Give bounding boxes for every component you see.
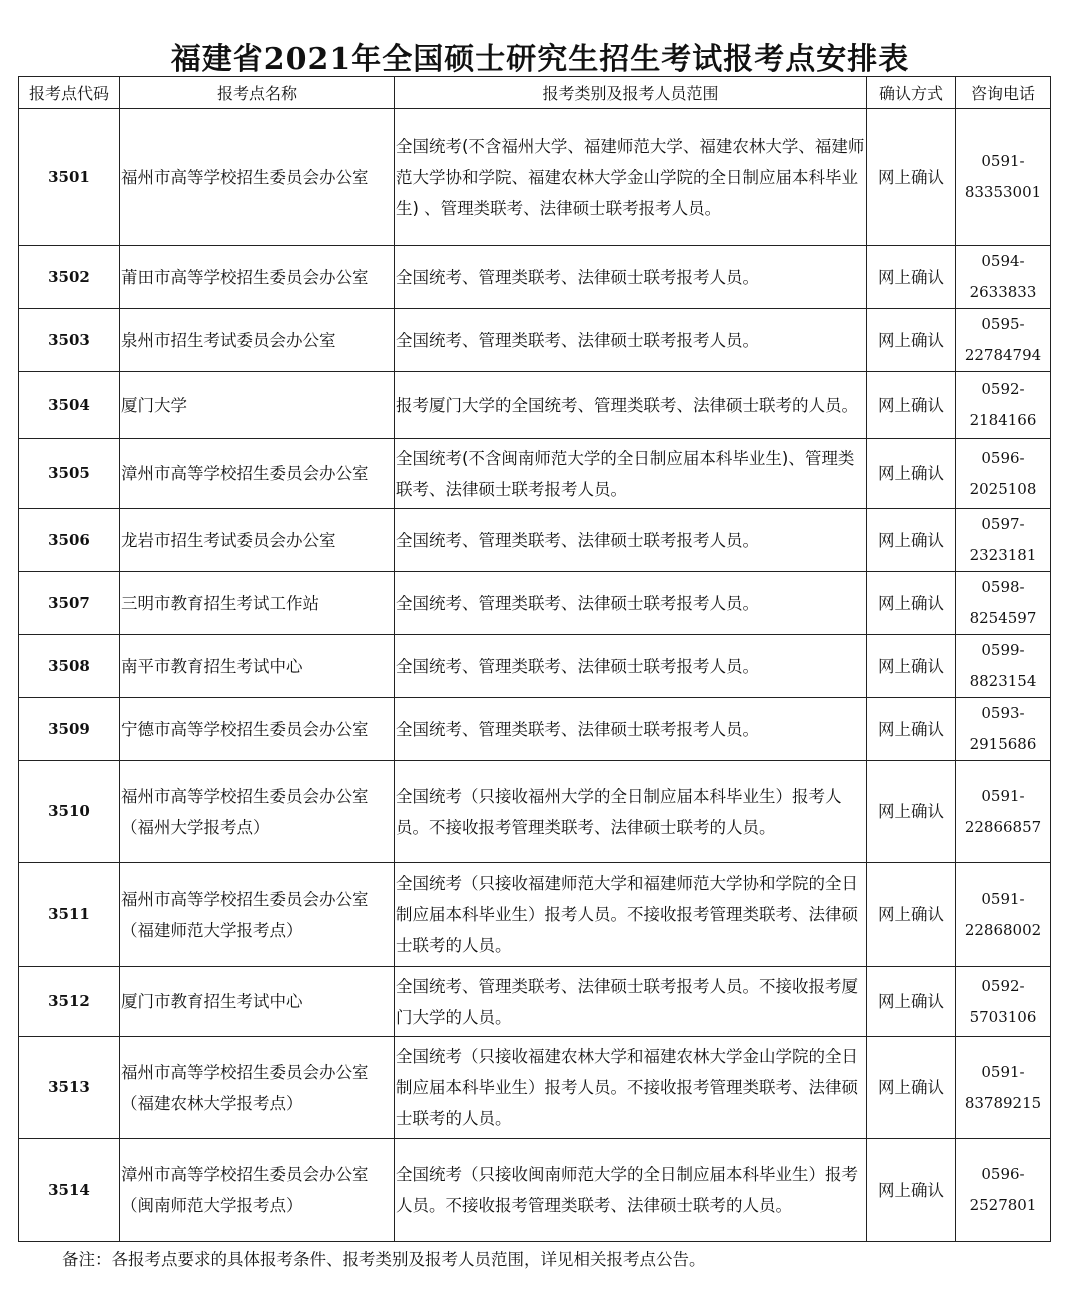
phone-area-code: 0591- (981, 1062, 1025, 1081)
confirm-method: 网上确认 (878, 656, 944, 676)
header-phone: 咨询电话 (956, 77, 1051, 109)
phone-number: 22784794 (964, 346, 1042, 364)
confirm-cell (867, 635, 956, 698)
table-row (19, 439, 1051, 509)
phone-cell (956, 509, 1051, 572)
scope-cell (395, 509, 867, 572)
site-name: 莆田市高等学校招生委员会办公室 (121, 267, 369, 287)
phone-number: 2184166 (969, 411, 1037, 429)
scope-text: 全国统考、管理类联考、法律硕士联考报考人员。 (396, 719, 759, 739)
confirm-method: 网上确认 (878, 330, 944, 350)
scope-text: 全国统考（只接收福建农林大学和福建农林大学金山学院的全日制应届本科毕业生）报考人员。不接收报考管理类联考、法律硕士联考的人员。 (396, 1047, 858, 1128)
confirm-method: 网上确认 (878, 167, 944, 187)
scope-text: 全国统考、管理类联考、法律硕士联考报考人员。 (396, 656, 759, 676)
confirm-cell (867, 863, 956, 967)
phone-number: 5703106 (969, 1007, 1037, 1026)
confirm-cell (867, 246, 956, 309)
phone-cell (956, 1037, 1051, 1139)
confirm-cell (867, 372, 956, 439)
site-name: 宁德市高等学校招生委员会办公室 (121, 719, 369, 739)
header-code: 报考点代码 (19, 77, 120, 109)
site-code: 3513 (48, 1078, 90, 1096)
site-code: 3510 (48, 802, 90, 820)
phone-area-code: 0598- (981, 578, 1025, 596)
scope-cell (395, 309, 867, 372)
phone-number: 22866857 (964, 817, 1042, 836)
phone-cell (956, 372, 1051, 439)
phone-area-code: 0591- (981, 889, 1025, 908)
scope-text: 全国统考(不含福州大学、福建师范大学、福建农林大学、福建师范大学协和学院、福建农林大学金山学院的全日制应届本科毕业生) 、管理类联考、法律硕士联考报考人员。 (396, 136, 865, 218)
confirm-cell (867, 572, 956, 635)
site-name: 泉州市招生考试委员会办公室 (121, 330, 336, 350)
page-title: 福建省2021年全国硕士研究生招生考试报考点安排表 (170, 42, 910, 77)
scope-text: 全国统考、管理类联考、法律硕士联考报考人员。 (396, 530, 759, 550)
scope-text: 全国统考（只接收闽南师范大学的全日制应届本科毕业生）报考人员。不接收报考管理类联考、法律硕士联考的人员。 (396, 1165, 858, 1215)
confirm-method: 网上确认 (878, 1180, 944, 1200)
site-code-cell (19, 863, 120, 967)
confirm-method: 网上确认 (878, 992, 944, 1011)
site-name-cell (120, 635, 395, 698)
scope-text: 报考厦门大学的全国统考、管理类联考、法律硕士联考的人员。 (396, 395, 858, 415)
phone-area-code: 0592- (981, 380, 1025, 398)
scope-cell (395, 109, 867, 246)
site-code: 3512 (48, 992, 90, 1010)
site-name: 厦门大学 (121, 395, 187, 415)
table-row (19, 1037, 1051, 1139)
table-row (19, 863, 1051, 967)
site-name-cell (120, 572, 395, 635)
table-row (19, 967, 1051, 1037)
site-name: 福州市高等学校招生委员会办公室 (121, 167, 369, 187)
site-code-cell (19, 246, 120, 309)
phone-number: 2025108 (969, 479, 1037, 498)
phone-area-code: 0597- (981, 515, 1025, 533)
site-code-cell (19, 572, 120, 635)
confirm-method: 网上确认 (878, 802, 944, 821)
table-row (19, 246, 1051, 309)
site-code: 3507 (48, 593, 90, 612)
confirm-method: 网上确认 (878, 719, 944, 739)
scope-cell (395, 572, 867, 635)
phone-number: 2323181 (969, 546, 1037, 564)
phone-cell (956, 309, 1051, 372)
scope-cell (395, 246, 867, 309)
phone-area-code: 0594- (981, 252, 1025, 270)
scope-cell (395, 635, 867, 698)
header-scope: 报考类别及报考人员范围 (395, 77, 867, 109)
confirm-method: 网上确认 (878, 267, 944, 287)
scope-cell (395, 1139, 867, 1242)
phone-cell (956, 635, 1051, 698)
site-name-cell (120, 109, 395, 246)
site-name-cell (120, 1037, 395, 1139)
confirm-cell (867, 761, 956, 863)
site-code-cell (19, 109, 120, 246)
header-confirm: 确认方式 (867, 77, 956, 109)
site-name-cell (120, 509, 395, 572)
site-name: 漳州市高等学校招生委员会办公室 (121, 1165, 369, 1184)
site-code: 3503 (48, 330, 90, 349)
site-code-cell (19, 698, 120, 761)
table-row (19, 572, 1051, 635)
site-code-cell (19, 439, 120, 509)
confirm-method: 网上确认 (878, 593, 944, 613)
site-name-sub: （闽南师范大学报考点） (121, 1196, 303, 1215)
phone-cell (956, 967, 1051, 1037)
confirm-cell (867, 439, 956, 509)
phone-cell (956, 863, 1051, 967)
phone-number: 8823154 (969, 672, 1037, 690)
confirm-method: 网上确认 (878, 464, 944, 483)
site-code: 3501 (48, 167, 90, 186)
site-code: 3514 (48, 1180, 90, 1199)
confirm-cell (867, 1139, 956, 1242)
exam-site-table (18, 76, 1051, 1242)
site-name: 厦门市教育招生考试中心 (121, 992, 303, 1011)
site-code: 3508 (48, 656, 90, 675)
scope-text: 全国统考（只接收福建师范大学和福建师范大学协和学院的全日制应届本科毕业生）报考人员。不接收报考管理类联考、法律硕士联考的人员。 (396, 874, 858, 955)
site-name: 福州市高等学校招生委员会办公室 (121, 889, 369, 909)
confirm-cell (867, 967, 956, 1037)
site-code-cell (19, 509, 120, 572)
phone-cell (956, 1139, 1051, 1242)
site-name: 福州市高等学校招生委员会办公室 (121, 786, 369, 806)
scope-text: 全国统考、管理类联考、法律硕士联考报考人员。 (396, 593, 759, 613)
phone-cell (956, 572, 1051, 635)
site-name: 龙岩市招生考试委员会办公室 (121, 530, 336, 550)
phone-number: 83789215 (964, 1093, 1042, 1112)
scope-cell (395, 761, 867, 863)
phone-number: 2527801 (969, 1196, 1037, 1214)
site-name-sub: （福建农林大学报考点） (121, 1093, 303, 1113)
phone-area-code: 0591- (981, 152, 1025, 170)
scope-text: 全国统考、管理类联考、法律硕士联考报考人员。 (396, 330, 759, 350)
site-name: 南平市教育招生考试中心 (121, 656, 303, 676)
site-code: 3502 (48, 267, 90, 286)
table-header-row (19, 77, 1051, 109)
scope-text: 全国统考(不含闽南师范大学的全日制应届本科毕业生)、管理类联考、法律硕士联考报考人员。 (396, 448, 855, 499)
site-name-cell (120, 309, 395, 372)
phone-area-code: 0596- (981, 1165, 1025, 1183)
table-row (19, 698, 1051, 761)
confirm-cell (867, 1037, 956, 1139)
site-name-sub: （福州大学报考点） (121, 817, 270, 837)
table-row (19, 635, 1051, 698)
site-code: 3506 (48, 530, 90, 549)
table-row (19, 309, 1051, 372)
site-name-cell (120, 761, 395, 863)
site-code-cell (19, 967, 120, 1037)
phone-cell (956, 246, 1051, 309)
table-row (19, 761, 1051, 863)
scope-cell (395, 967, 867, 1037)
scope-cell (395, 439, 867, 509)
site-code-cell (19, 1139, 120, 1242)
site-name-cell (120, 439, 395, 509)
table-row (19, 1139, 1051, 1242)
site-name: 福州市高等学校招生委员会办公室 (121, 1062, 369, 1082)
table-row (19, 509, 1051, 572)
confirm-cell (867, 509, 956, 572)
footnote: 备注：各报考点要求的具体报考条件、报考类别及报考人员范围，详见相关报考点公告。 (62, 1250, 706, 1269)
phone-number: 8254597 (969, 609, 1037, 627)
site-name-cell (120, 967, 395, 1037)
site-code-cell (19, 1037, 120, 1139)
confirm-method: 网上确认 (878, 1078, 944, 1097)
phone-number: 22868002 (964, 920, 1042, 939)
confirm-method: 网上确认 (878, 395, 944, 415)
site-name-cell (120, 246, 395, 309)
scope-cell (395, 863, 867, 967)
site-code-cell (19, 309, 120, 372)
phone-area-code: 0591- (981, 786, 1025, 805)
header-name: 报考点名称 (120, 77, 395, 109)
site-name-cell (120, 1139, 395, 1242)
confirm-cell (867, 309, 956, 372)
confirm-cell (867, 698, 956, 761)
phone-area-code: 0592- (981, 976, 1025, 995)
scope-cell (395, 1037, 867, 1139)
site-code-cell (19, 372, 120, 439)
site-code-cell (19, 635, 120, 698)
table-row (19, 372, 1051, 439)
scope-cell (395, 372, 867, 439)
scope-text: 全国统考、管理类联考、法律硕士联考报考人员。不接收报考厦门大学的人员。 (396, 976, 858, 1027)
site-name: 三明市教育招生考试工作站 (121, 593, 319, 613)
phone-number: 2915686 (969, 735, 1037, 753)
phone-cell (956, 109, 1051, 246)
site-code: 3504 (48, 395, 90, 414)
phone-area-code: 0593- (981, 704, 1025, 722)
confirm-method: 网上确认 (878, 530, 944, 550)
site-code: 3511 (48, 905, 90, 923)
phone-area-code: 0595- (981, 315, 1025, 333)
table-row (19, 109, 1051, 246)
phone-number: 83353001 (964, 183, 1042, 201)
phone-number: 2633833 (969, 283, 1037, 301)
confirm-cell (867, 109, 956, 246)
site-code: 3505 (48, 464, 90, 482)
scope-text: 全国统考（只接收福州大学的全日制应届本科毕业生）报考人员。不接收报考管理类联考、法律硕士联考的人员。 (396, 786, 842, 837)
site-name: 漳州市高等学校招生委员会办公室 (121, 464, 369, 483)
site-name-cell (120, 698, 395, 761)
phone-area-code: 0596- (981, 448, 1025, 467)
site-name-cell (120, 372, 395, 439)
phone-cell (956, 439, 1051, 509)
phone-cell (956, 761, 1051, 863)
site-name-sub: （福建师范大学报考点） (121, 920, 303, 940)
site-code: 3509 (48, 719, 90, 738)
site-name-cell (120, 863, 395, 967)
phone-area-code: 0599- (981, 641, 1025, 659)
phone-cell (956, 698, 1051, 761)
scope-text: 全国统考、管理类联考、法律硕士联考报考人员。 (396, 267, 759, 287)
confirm-method: 网上确认 (878, 905, 944, 924)
scope-cell (395, 698, 867, 761)
site-code-cell (19, 761, 120, 863)
